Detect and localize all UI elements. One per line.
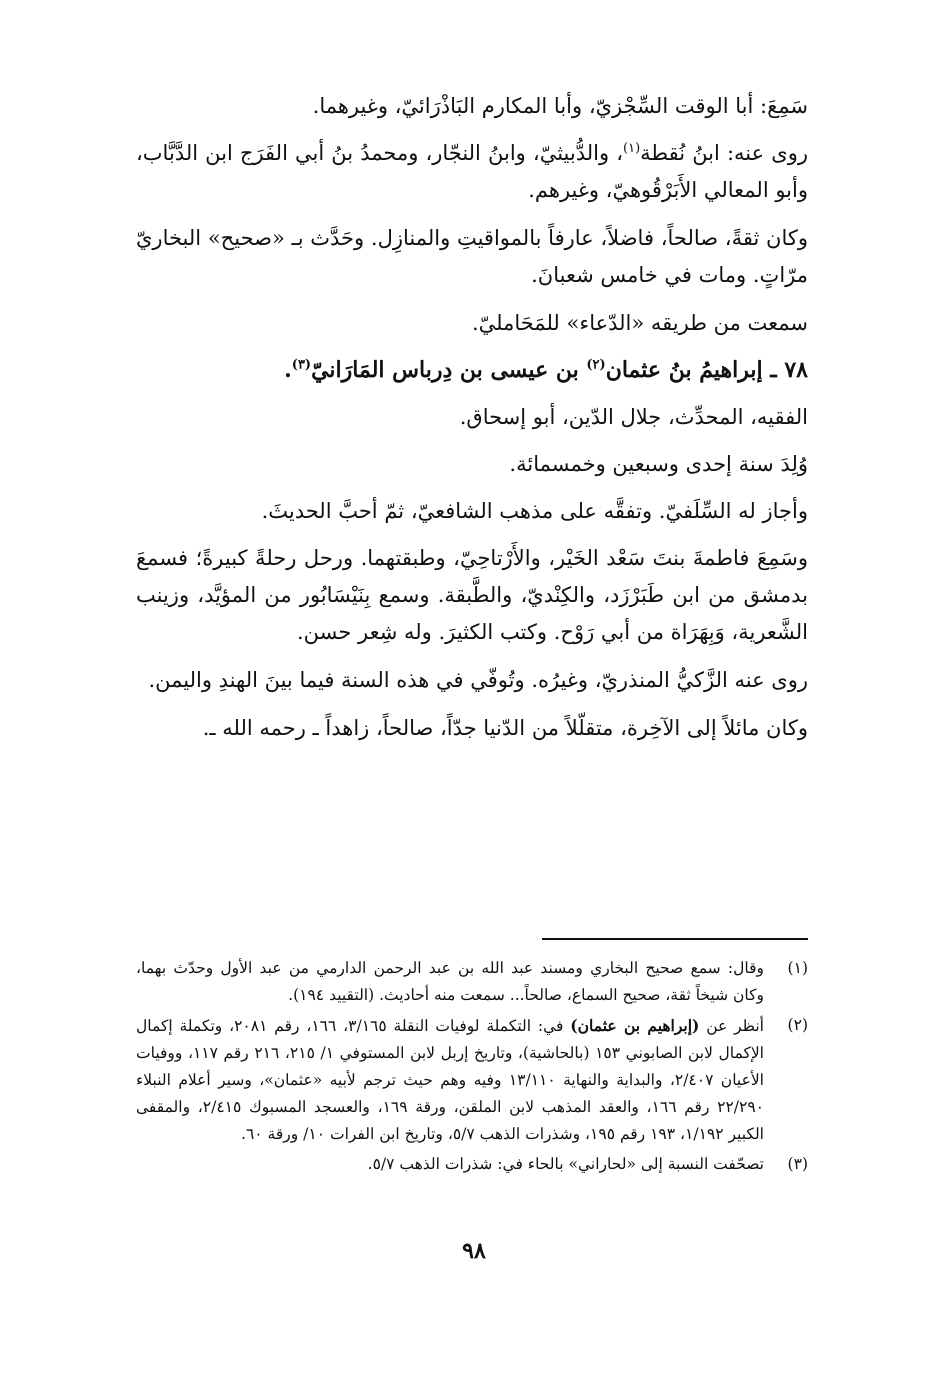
footnote-ref-3[interactable]: (٣): [291, 357, 312, 373]
footnote-subject: (إبراهيم بن عثمان): [570, 1016, 700, 1035]
footnote-1: [136, 955, 808, 1009]
paragraph-text: الفقيه، المحدِّث، جلال الدّين، أبو إسحاق.: [459, 405, 808, 429]
footnote-ref-2[interactable]: (٢): [586, 357, 606, 373]
entry-name-continued: بن عيسى بن دِرباس المَارَانيّ: [311, 357, 587, 383]
paragraph-text: روى عنه: ابنُ نُقطة: [640, 141, 808, 165]
footnote-text: وقال: سمع صحيح البخاري ومسند عبد الله بن عبد الرحمن الدارمي من عبد الأول وحدّث بهما، وكان شيخاً ثقة، صحيح السماع، صالحاً... سمعت منه أحاديث. (التقييد ١٩٤).: [136, 959, 764, 1004]
footnote-body: في: التكملة لوفيات النقلة ٣/١٦٥، ١٦٦، رقم ٢٠٨١، وتكملة إكمال الإكمال لابن الصابوني ١٥٣ (بالحاشية)، وتاريخ إربل لابن المستوفي ١/ ٢١٥، ٢١٦ رقم ١١٧، ووفيات الأعيان ٢/٤٠٧، والبداية والنهاية ١٣/١١٠ وفيه وهم حيث ترجم لأبيه «عثمان»، وسير أعلام النبلاء ٢٢/٢٩٠ رقم ١٦٦، والعقد المذهب لابن الملقن، ورقة ١٦٩، والعسجد المسبوك ٢/٤١٥، والمقفى الكبير ١/١٩٢، ١٩٣ رقم ١٩٥، وشذرات الذهب ٥/٧، وتاريخ ابن الفرات ١٠/ ورقة ٦٠.: [136, 1017, 764, 1143]
paragraph-heard-from: [136, 88, 808, 125]
paragraph-text: سمعت من طريقه «الدّعاء» للمَحَامليّ.: [471, 311, 808, 335]
paragraph-birth: [136, 446, 808, 483]
footnote-number: (١): [787, 959, 808, 977]
paragraph-text: روى عنه الزَّكيُّ المنذريّ، وغيرُه. وتُوفّي في هذه السنة فيما بينَ الهندِ واليمن.: [148, 668, 808, 692]
paragraph-description: [136, 220, 808, 294]
footnote-number: (٣): [787, 1155, 808, 1173]
page-number: ٩٨: [462, 1238, 486, 1264]
paragraph-titles: [136, 399, 808, 436]
paragraph-death: [136, 662, 808, 699]
entry-end: .: [284, 357, 292, 383]
entry-heading: [136, 352, 808, 389]
paragraph-text: وكان مائلاً إلى الآخِرة، متقلّلاً من الدّنيا جدّاً، صالحاً، زاهداً ـ رحمه الله ـ.: [202, 716, 808, 740]
paragraph-text: وُلِدَ سنة إحدى وسبعين وخمسمائة.: [509, 452, 808, 476]
footnote-text: تصحّفت النسبة إلى «لحاراني» بالحاء في: شذرات الذهب ٥/٧.: [367, 1155, 764, 1173]
paragraph-character: [136, 710, 808, 747]
paragraph-text: وكان ثقةً، صالحاً، فاضلاً، عارفاً بالمواقيتِ والمنازِل. وحَدَّث بـ «صحيح» البخاريّ مرّاتٍ. ومات في خامس شعبانَ.: [136, 226, 808, 287]
paragraph-narrated-by: [136, 135, 808, 209]
footnote-prefix: أنظر عن: [699, 1017, 764, 1035]
footnote-ref-1[interactable]: (١): [623, 141, 641, 156]
paragraph-travels: [136, 540, 808, 651]
paragraph-text: وأجاز له السِّلَفيّ. وتفقَّه على مذهب الشافعيّ، ثمّ أحبَّ الحديثَ.: [261, 499, 808, 523]
footnote-2: [136, 1012, 808, 1148]
paragraph-heard-via: [136, 305, 808, 342]
footnote-divider: [542, 938, 808, 940]
footnote-number: (٢): [787, 1016, 808, 1034]
main-text: [136, 88, 808, 758]
paragraph-text: ، والدُّبيثيّ، وابنُ النجّار، ومحمدُ بنُ أبي الفَرَج ابن الدَّبَّاب، وأبو المعالي الأَبَرْقُوهيّ، وغيرهم.: [136, 141, 808, 202]
footnote-text: [136, 1012, 764, 1148]
footnote-3: [136, 1151, 808, 1178]
paragraph-text: وسَمِعَ فاطمةَ بنتَ سَعْد الخَيْر، والأَرْتاحِيّ، وطبقتهما. ورحل رحلةً كبيرةً؛ فسمعَ بدمشق من ابن طَبَرْزَد، والكِنْديّ، والطَّبقة. وسمع بِنَيْسَابُور من المؤيَّد، وزينب الشَّعرية، وَبِهَرَاة من أبي رَوْح. وكتب الكثيرَ. وله شِعر حسن.: [136, 546, 808, 644]
paragraph-text: سَمِعَ: أبا الوقت السِّجْزيّ، وأبا المكارم البَاذْرَائيّ، وغيرهما.: [312, 94, 808, 118]
footnotes: [136, 955, 808, 1181]
entry-name: ٧٨ ـ إبراهيمُ بنُ عثمان: [605, 357, 808, 383]
paragraph-licensed: [136, 493, 808, 530]
